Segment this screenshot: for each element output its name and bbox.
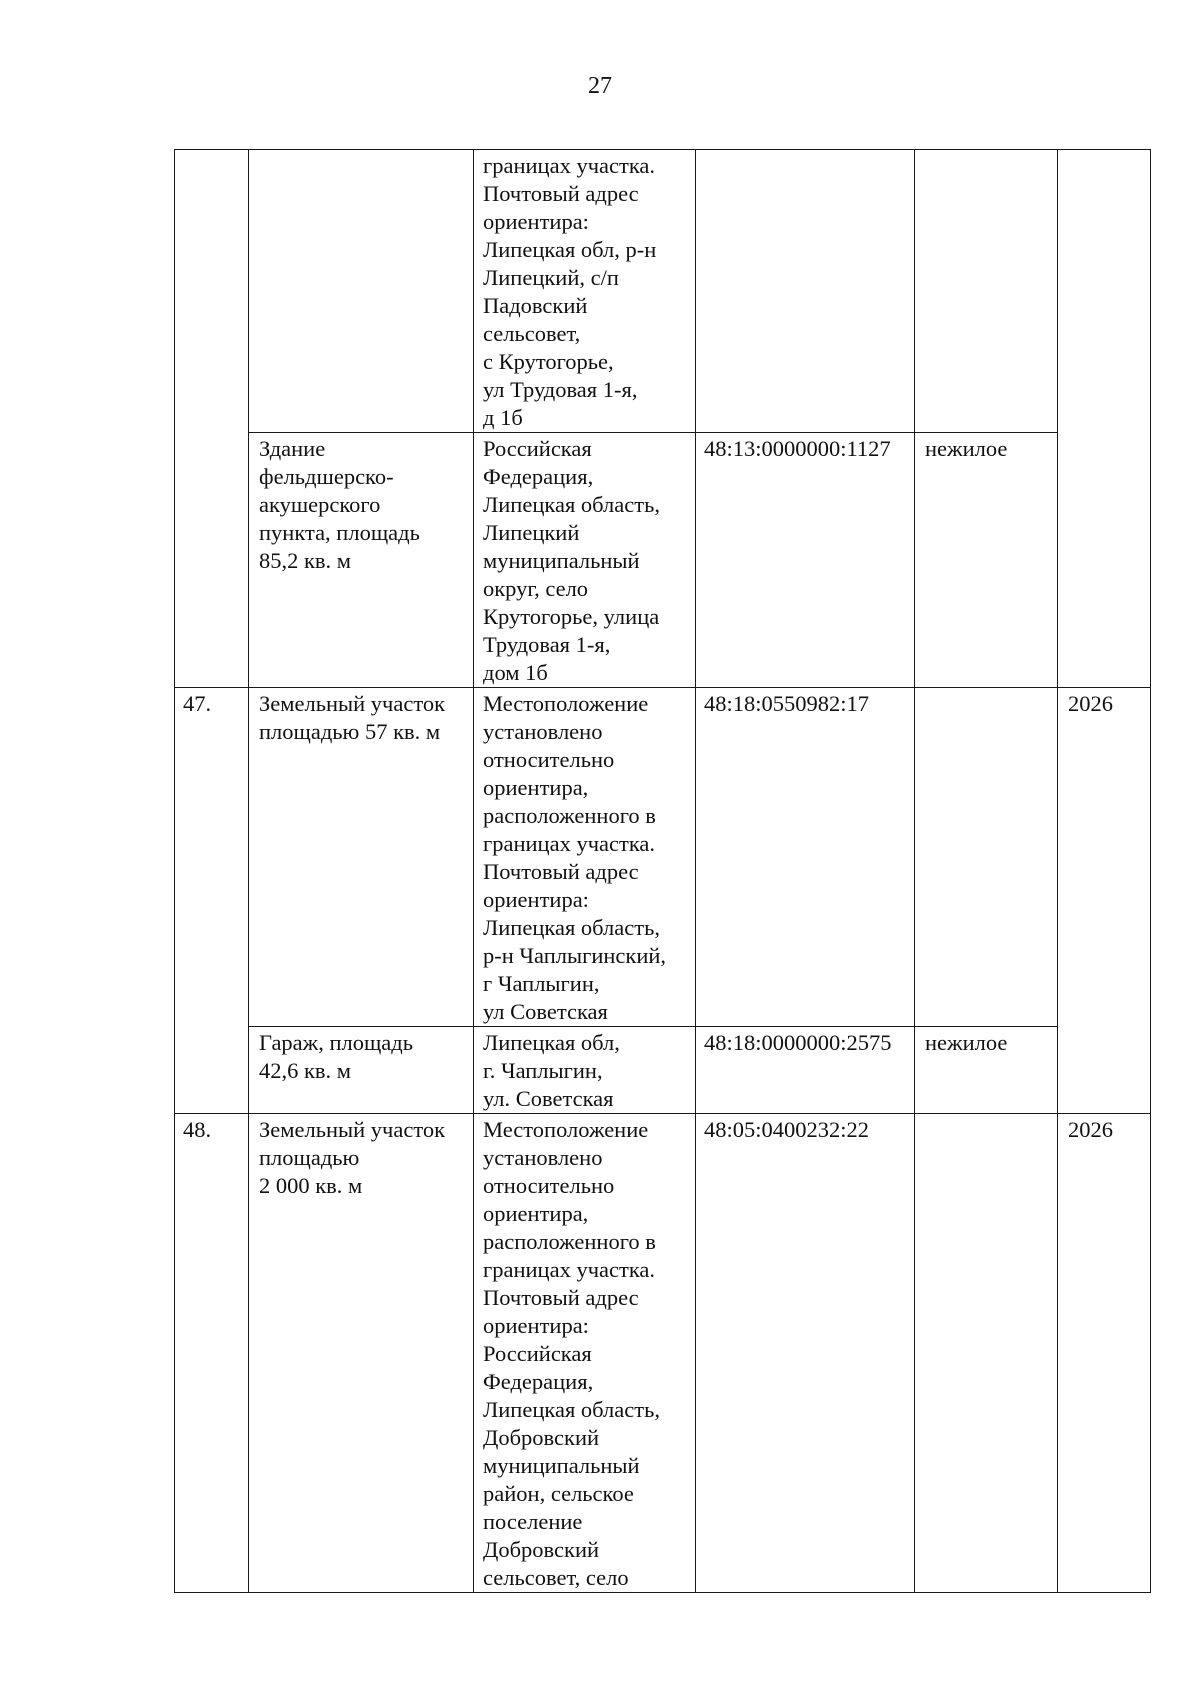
- year-cell: 2026: [1058, 688, 1151, 1114]
- cadastral-number-cell: 48:05:0400232:22: [696, 1114, 915, 1593]
- purpose-cell: [915, 688, 1058, 1027]
- address-line: Добровский: [483, 1537, 600, 1562]
- object-line: Здание: [259, 436, 326, 461]
- address-line: район, сельское: [483, 1481, 634, 1506]
- address-line: Липецкий, с/п: [483, 265, 619, 290]
- address-line: сельсовет,: [483, 321, 581, 346]
- address-line: ориентира,: [483, 1201, 589, 1226]
- purpose-cell: нежилое: [915, 1027, 1058, 1114]
- object-line: Земельный участок: [259, 1117, 446, 1142]
- address-line: с Крутогорье,: [483, 349, 614, 374]
- address-line: Местоположение: [483, 1117, 649, 1142]
- address-line: Липецкая обл,: [483, 1030, 620, 1055]
- address-line: Федерация,: [483, 1369, 594, 1394]
- object-cell: [249, 433, 474, 688]
- address-line: ориентира:: [483, 209, 589, 234]
- address-line: относительно: [483, 1173, 615, 1198]
- table-row: [175, 1027, 1151, 1114]
- address-cell: [474, 150, 696, 433]
- address-line: Почтовый адрес: [483, 1285, 639, 1310]
- object-cell: [249, 1114, 474, 1593]
- address-line: ориентира:: [483, 1313, 589, 1338]
- address-line: относительно: [483, 747, 615, 772]
- object-cell: [249, 150, 474, 433]
- address-cell: [474, 1027, 696, 1114]
- address-line: д 1б: [483, 405, 523, 430]
- object-line: пункта, площадь: [259, 520, 420, 545]
- address-cell: [474, 688, 696, 1027]
- purpose-cell: [915, 1114, 1058, 1593]
- object-line: 85,2 кв. м: [259, 548, 352, 573]
- address-line: границах участка.: [483, 153, 656, 178]
- year-cell: 2026: [1058, 1114, 1151, 1593]
- address-line: Липецкая обл, р-н: [483, 237, 657, 262]
- address-line: Падовский: [483, 293, 588, 318]
- address-line: Местоположение: [483, 691, 649, 716]
- object-line: акушерского: [259, 492, 381, 517]
- cadastral-number-cell: 48:18:0550982:17: [696, 688, 915, 1027]
- address-line: дом 1б: [483, 660, 548, 685]
- address-line: установлено: [483, 719, 603, 744]
- year-cell: [1058, 150, 1151, 688]
- address-line: г Чаплыгин,: [483, 971, 600, 996]
- purpose-cell: [915, 150, 1058, 433]
- cadastral-number-cell: 48:18:0000000:2575: [696, 1027, 915, 1114]
- property-table: [174, 149, 1151, 1593]
- address-line: Российская: [483, 1341, 592, 1366]
- object-cell: [249, 688, 474, 1027]
- address-line: расположенного в: [483, 1229, 656, 1254]
- object-line: площадью 57 кв. м: [259, 719, 441, 744]
- address-line: ориентира,: [483, 775, 589, 800]
- object-line: площадью: [259, 1145, 360, 1170]
- address-line: поселение: [483, 1509, 583, 1534]
- object-line: Гараж, площадь: [259, 1030, 414, 1055]
- object-line: 2 000 кв. м: [259, 1173, 363, 1198]
- object-cell: [249, 1027, 474, 1114]
- address-line: Почтовый адрес: [483, 859, 639, 884]
- address-line: муниципальный: [483, 548, 640, 573]
- page-number: 27: [588, 73, 612, 99]
- table-row: [175, 1114, 1151, 1593]
- address-line: Добровский: [483, 1425, 600, 1450]
- item-number-cell: 48.: [175, 1114, 249, 1593]
- address-line: границах участка.: [483, 1257, 656, 1282]
- address-line: муниципальный: [483, 1453, 640, 1478]
- address-line: Липецкая область,: [483, 492, 660, 517]
- item-number-cell: 47.: [175, 688, 249, 1114]
- address-line: ориентира:: [483, 887, 589, 912]
- address-line: ул Советская: [483, 999, 608, 1024]
- cadastral-number-cell: 48:13:0000000:1127: [696, 433, 915, 688]
- address-line: расположенного в: [483, 803, 656, 828]
- address-line: округ, село: [483, 576, 589, 601]
- table-row: [175, 150, 1151, 433]
- address-line: границах участка.: [483, 831, 656, 856]
- address-line: г. Чаплыгин,: [483, 1058, 603, 1083]
- address-line: р-н Чаплыгинский,: [483, 943, 667, 968]
- address-line: Российская: [483, 436, 592, 461]
- address-line: установлено: [483, 1145, 603, 1170]
- address-line: Почтовый адрес: [483, 181, 639, 206]
- object-line: Земельный участок: [259, 691, 446, 716]
- cadastral-number-cell: [696, 150, 915, 433]
- address-line: сельсовет, село: [483, 1565, 629, 1590]
- address-cell: [474, 1114, 696, 1593]
- table-row: [175, 433, 1151, 688]
- address-line: Трудовая 1-я,: [483, 632, 611, 657]
- address-line: Федерация,: [483, 464, 594, 489]
- address-line: Липецкий: [483, 520, 580, 545]
- object-line: фельдшерско-: [259, 464, 394, 489]
- table-row: [175, 688, 1151, 1027]
- address-line: ул Трудовая 1-я,: [483, 377, 638, 402]
- item-number-cell: [175, 150, 249, 688]
- address-line: Липецкая область,: [483, 1397, 660, 1422]
- address-line: Липецкая область,: [483, 915, 660, 940]
- address-line: Крутогорье, улица: [483, 604, 660, 629]
- purpose-cell: нежилое: [915, 433, 1058, 688]
- address-line: ул. Советская: [483, 1086, 614, 1111]
- object-line: 42,6 кв. м: [259, 1058, 352, 1083]
- address-cell: [474, 433, 696, 688]
